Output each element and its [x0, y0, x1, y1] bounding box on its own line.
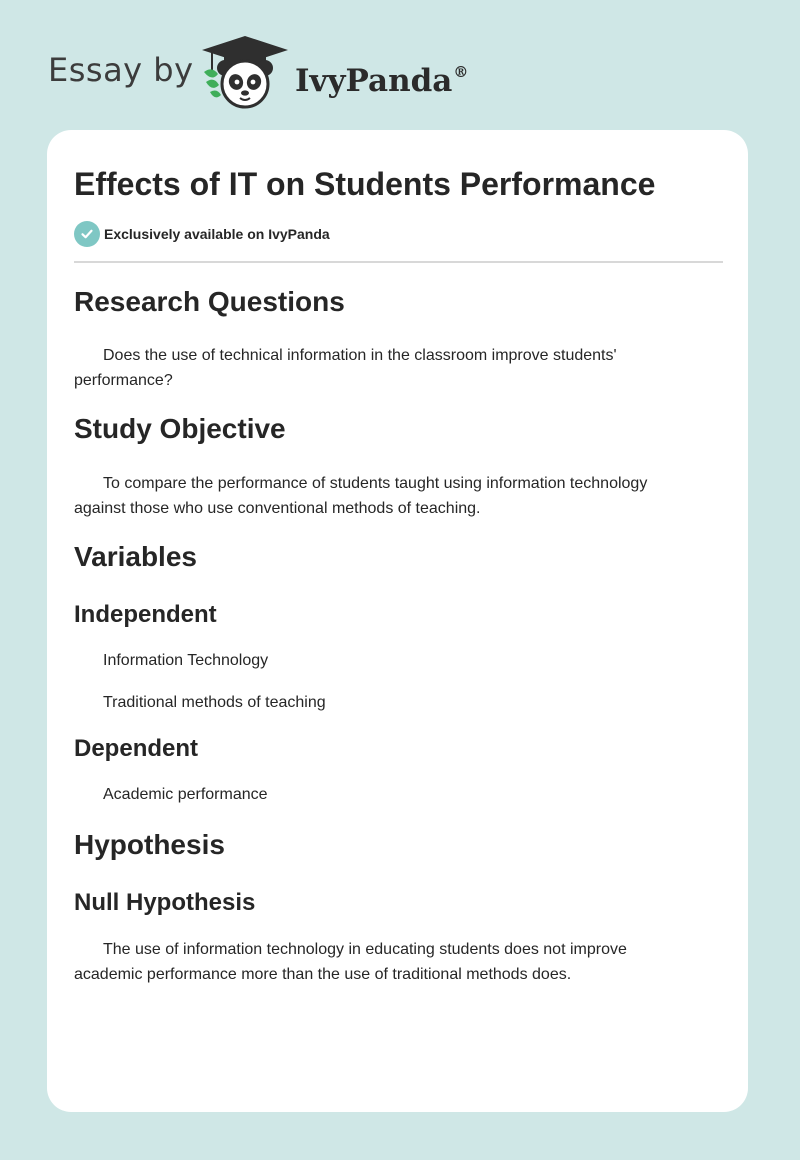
essay-card [47, 130, 748, 1112]
null-hypothesis-heading: Null Hypothesis [74, 889, 256, 916]
dependent-heading: Dependent [74, 735, 199, 762]
study-objective-text: To compare the performance of students taught using information technology against those who use conventional methods of teaching. [74, 475, 648, 517]
null-hypothesis-text: The use of information technology in educating students does not improve academic performance more than the use of traditional methods does. [74, 941, 627, 983]
panda-graduation-cap-logo-icon [198, 34, 292, 110]
exclusive-badge-text: Exclusively available on IvyPanda [104, 226, 330, 242]
independent-heading: Independent [74, 601, 217, 628]
exclusive-badge [74, 221, 330, 247]
research-questions-text: Does the use of technical information in the classroom improve students' performance? [74, 347, 617, 389]
independent-item-information-technology: Information Technology [103, 652, 269, 669]
page-title: Effects of IT on Students Performance [74, 166, 656, 202]
variables-heading: Variables [74, 541, 197, 572]
brand-name-text: IvyPanda [295, 63, 453, 99]
site-header [0, 0, 800, 120]
check-circle-icon [74, 221, 100, 247]
registered-mark: ® [453, 63, 469, 81]
research-questions-heading: Research Questions [74, 286, 345, 317]
essay-by-label: Essay by [48, 51, 194, 89]
brand-name [295, 52, 468, 101]
dependent-item-academic-performance: Academic performance [103, 786, 268, 803]
title-divider [74, 261, 723, 263]
independent-item-traditional-methods: Traditional methods of teaching [103, 694, 326, 711]
study-objective-heading: Study Objective [74, 413, 286, 444]
hypothesis-heading: Hypothesis [74, 829, 225, 860]
